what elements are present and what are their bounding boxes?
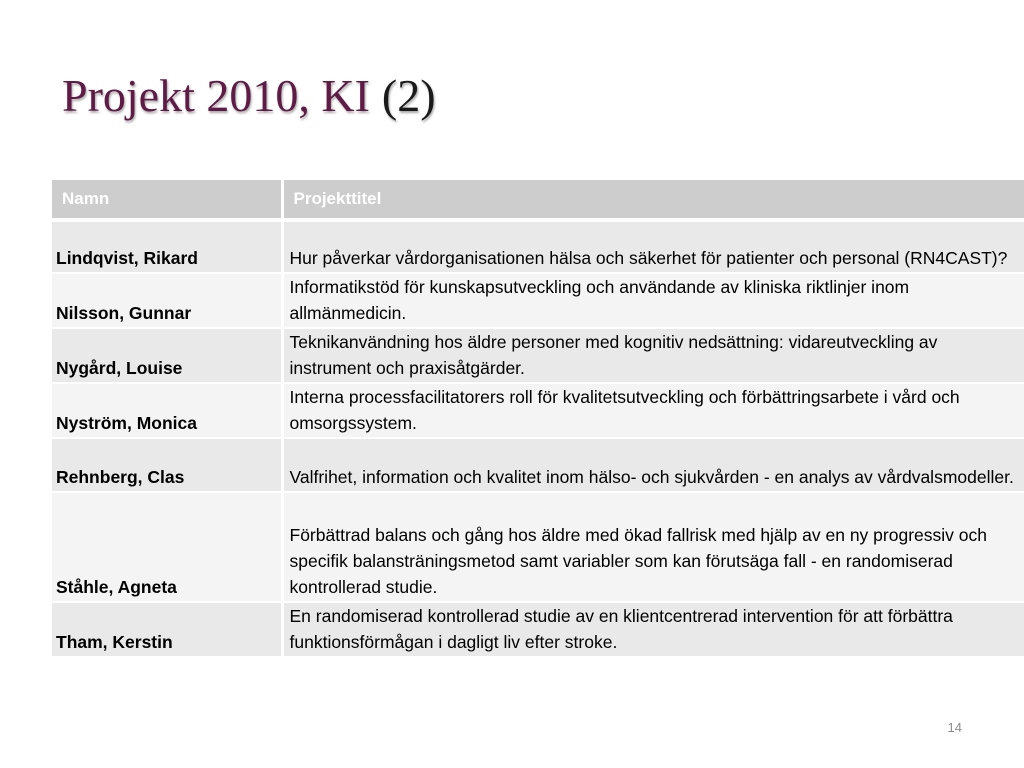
researcher-name: Rehnberg, Clas [52, 438, 282, 492]
slide-title-main: Projekt 2010, KI [62, 70, 370, 121]
page-number: 14 [947, 720, 962, 735]
project-title: Hur påverkar vårdorganisationen hälsa och säkerhet för patienter och personal (RN4CAST)? [282, 220, 1024, 273]
researcher-name: Nilsson, Gunnar [52, 273, 282, 328]
column-header-project-title: Projekttitel [282, 180, 1024, 220]
table-row [52, 383, 1024, 438]
project-title: En randomiserad kontrollerad studie av en klientcentrerad intervention för att förbättra funktionsförmågan i dagligt liv efter stroke. [282, 602, 1024, 657]
slide-title [62, 64, 436, 128]
table-row [52, 438, 1024, 492]
researcher-name: Lindqvist, Rikard [52, 220, 282, 273]
table-row [52, 220, 1024, 273]
project-title: Interna processfacilitatorers roll för kvalitetsutveckling och förbättringsarbete i vård och omsorgssystem. [282, 383, 1024, 438]
researcher-name: Nyström, Monica [52, 383, 282, 438]
table-row [52, 273, 1024, 328]
researcher-name: Nygård, Louise [52, 328, 282, 383]
column-header-name: Namn [52, 180, 282, 220]
table-row [52, 492, 1024, 602]
researcher-name: Tham, Kerstin [52, 602, 282, 657]
projects-table [52, 180, 1024, 658]
table-row [52, 602, 1024, 657]
table-header-row [52, 180, 1024, 220]
slide-title-sub: (2) [381, 70, 436, 121]
project-title: Informatikstöd för kunskapsutveckling och användande av kliniska riktlinjer inom allmänmedicin. [282, 273, 1024, 328]
project-title: Valfrihet, information och kvalitet inom hälso- och sjukvården - en analys av vårdvalsmodeller. [282, 438, 1024, 492]
project-title: Teknikanvändning hos äldre personer med kognitiv nedsättning: vidareutveckling av instrument och praxisåtgärder. [282, 328, 1024, 383]
researcher-name: Ståhle, Agneta [52, 492, 282, 602]
project-title: Förbättrad balans och gång hos äldre med ökad fallrisk med hjälp av en ny progressiv och specifik balansträningsmetod samt variabler som kan förutsäga fall - en randomiserad kontrollerad studie. [282, 492, 1024, 602]
table-row [52, 328, 1024, 383]
